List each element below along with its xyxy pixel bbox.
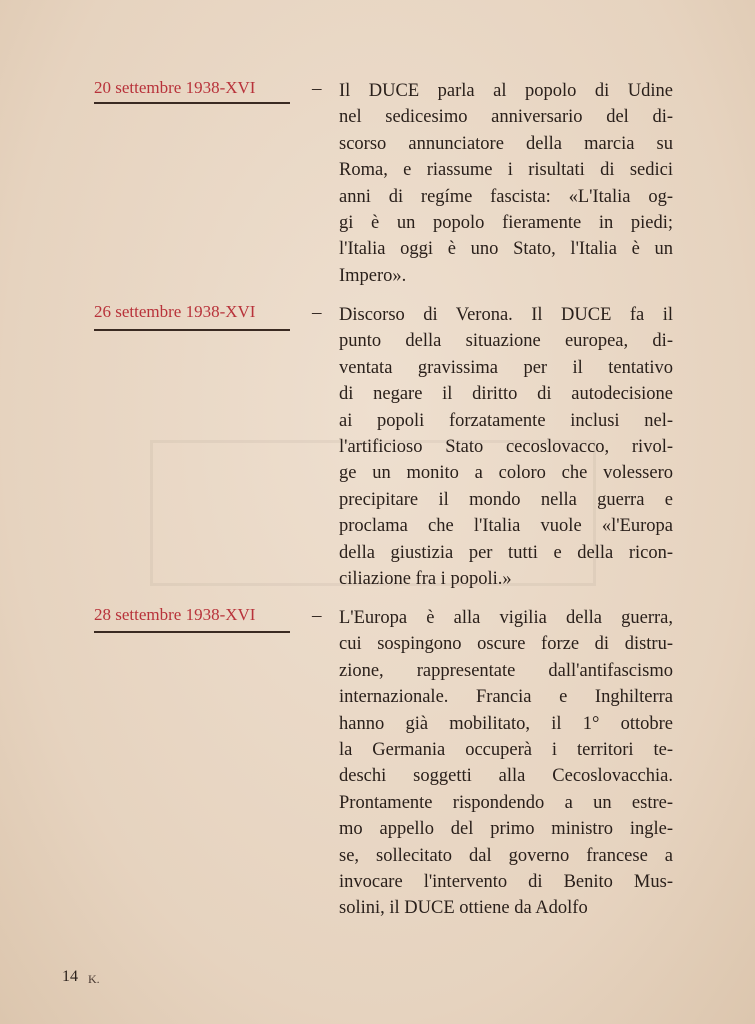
entry-date: 20 settembre 1938-XVI <box>94 78 256 97</box>
page-number: 14 <box>62 968 78 985</box>
text-line: cui sospingono oscure forze di distru- <box>339 634 673 655</box>
text-line: ventata gravissima per il tentativo <box>339 357 673 378</box>
text-line: nel sedicesimo anniversario del di- <box>339 107 673 128</box>
entry-text <box>339 302 673 592</box>
text-line: se, sollecitato dal governo francese a <box>339 845 673 866</box>
date-underline <box>94 329 290 331</box>
entry-text <box>339 78 673 289</box>
text-line: della giustizia per tutti e della ricon- <box>339 542 673 563</box>
text-line: Prontamente rispondendo a un estre- <box>339 792 673 813</box>
text-line: l'Italia oggi è uno Stato, l'Italia è un <box>339 239 673 260</box>
text-line: scorso annunciatore della marcia su <box>339 133 673 154</box>
text-line: deschi soggetti alla Cecoslovacchia. <box>339 766 673 787</box>
text-line: di negare il diritto di autodecisione <box>339 384 673 405</box>
text-line: Roma, e riassume i risultati di sedici <box>339 160 673 181</box>
date-underline <box>94 102 290 104</box>
entry-dash: – <box>312 605 322 626</box>
text-line: ciliazione fra i popoli.» <box>339 568 512 589</box>
text-line: ge un monito a coloro che volessero <box>339 463 673 484</box>
entry-date: 26 settembre 1938-XVI <box>94 302 256 321</box>
text-line: ai popoli forzatamente inclusi nel- <box>339 410 673 431</box>
text-line: proclama che l'Italia vuole «l'Europa <box>339 516 673 537</box>
text-line: mo appello del primo ministro ingle- <box>339 819 673 840</box>
text-line: internazionale. Francia e Inghilterra <box>339 687 673 708</box>
entry-date: 28 settembre 1938-XVI <box>94 605 256 624</box>
text-line: Il DUCE parla al popolo di Udine <box>339 81 673 101</box>
text-line: l'artificioso Stato cecoslovacco, rivol- <box>339 436 673 457</box>
date-underline <box>94 631 290 633</box>
text-line: punto della situazione europea, di- <box>339 331 673 352</box>
text-line: Impero». <box>339 265 407 286</box>
handwritten-mark: K. <box>88 972 100 986</box>
entry-dash: – <box>312 302 322 323</box>
text-line: solini, il DUCE ottiene da Adolfo <box>339 898 588 919</box>
entry-text <box>339 605 673 922</box>
text-line: L'Europa è alla vigilia della guerra, <box>339 608 673 628</box>
text-line: anni di regíme fascista: «L'Italia og- <box>339 186 673 207</box>
text-line: hanno già mobilitato, il 1° ottobre <box>339 713 673 734</box>
text-line: Discorso di Verona. Il DUCE fa il <box>339 305 673 325</box>
text-line: la Germania occuperà i territori te- <box>339 739 673 760</box>
text-line: precipitare il mondo nella guerra e <box>339 489 673 510</box>
text-line: invocare l'intervento di Benito Mus- <box>339 871 673 892</box>
entry-dash: – <box>312 78 322 99</box>
text-line: zione, rappresentate dall'antifascismo <box>339 660 673 681</box>
text-line: gi è un popolo fieramente in piedi; <box>339 212 673 233</box>
